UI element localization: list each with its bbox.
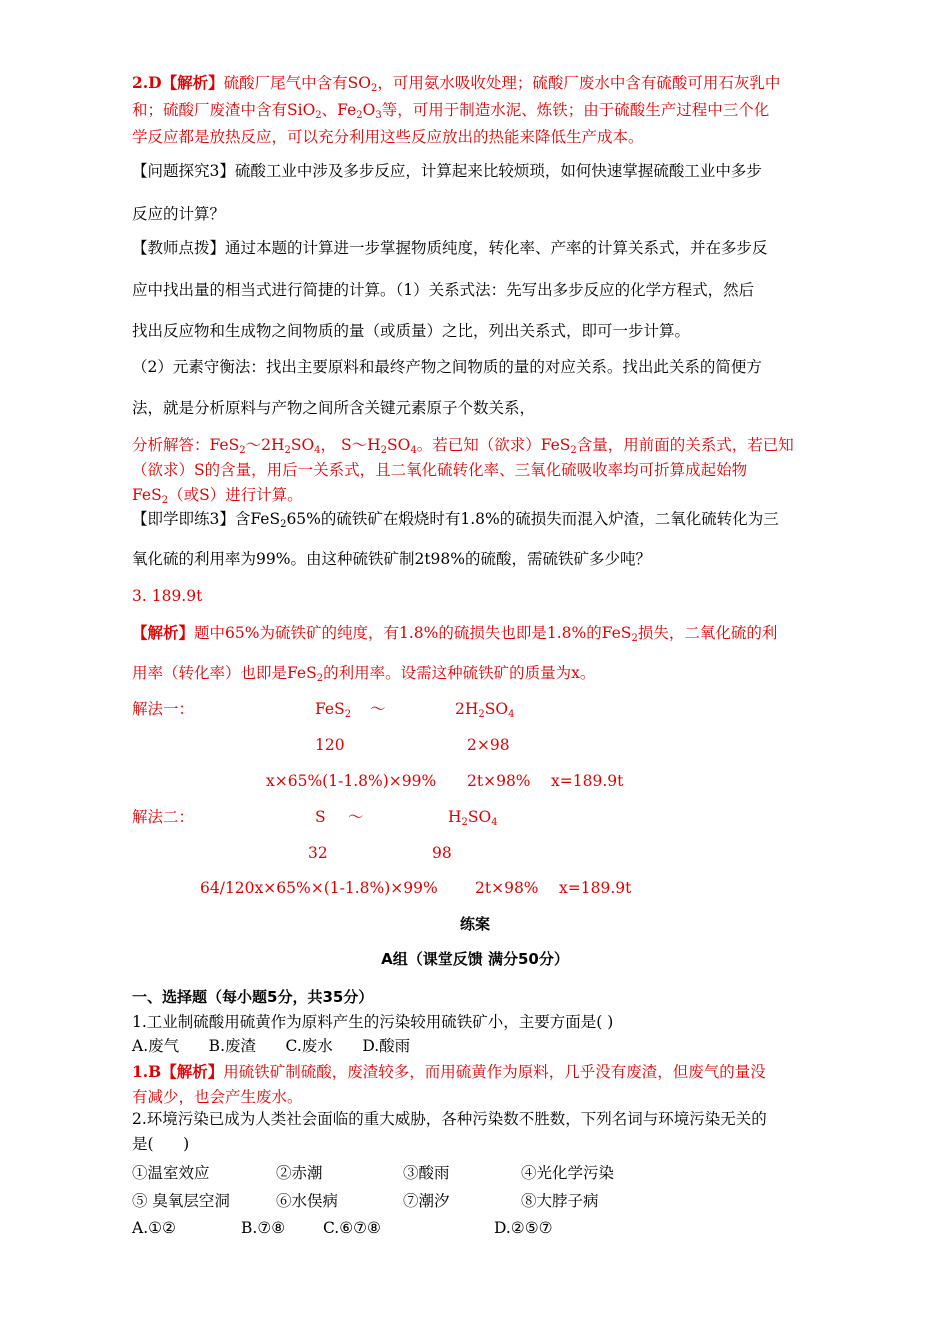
q2-option-a: A.①② xyxy=(132,1219,176,1237)
q2-item-8: ⑧大脖子病 xyxy=(521,1192,599,1210)
method2-quantity-right: 2t×98% xyxy=(475,879,539,897)
q2-answer-label: 2.D【解析】 xyxy=(132,73,224,92)
method2-mass-left: 32 xyxy=(308,844,328,862)
analysis-text: 。若已知（欲求）FeS xyxy=(416,436,571,454)
answer3-line-1 xyxy=(132,622,777,644)
q2-stem-line-2: 是( ) xyxy=(132,1135,190,1153)
q2-answer-line-2 xyxy=(132,99,769,121)
method1-formula-right xyxy=(455,698,514,720)
q2-answer-line-3: 学反应都是放热反应，可以充分利用这些反应放出的热能来降低生产成本。 xyxy=(132,128,644,146)
q2-answer-text: 等，可用于制造水泥、炼铁；由于硫酸生产过程中三个化 xyxy=(381,101,770,119)
method2-mass-right: 98 xyxy=(432,844,452,862)
formula-text: 2H xyxy=(455,700,479,718)
subscript: 2 xyxy=(316,673,324,684)
explore3-line-1: 【问题探究3】硫酸工业中涉及多步反应，计算起来比较烦琐，如何快速掌握硫酸工业中多步 xyxy=(132,162,762,180)
answer3-label: 【解析】 xyxy=(132,623,195,642)
practice3-text: 65%的硫铁矿在煅烧时有1.8%的硫损失而混入炉渣，二氧化硫转化为三 xyxy=(286,510,779,528)
q1-answer-line-2: 有减少，也会产生废水。 xyxy=(132,1088,303,1106)
subscript: 2 xyxy=(478,709,485,720)
q1-answer-text: 用硫铁矿制硫酸，废渣较多，而用硫黄作为原料，几乎没有废渣，但废气的量没 xyxy=(223,1063,766,1081)
practice3-line-2: 氧化硫的利用率为99%。由这种硫铁矿制2t98%的硫酸，需硫铁矿多少吨？ xyxy=(132,550,651,568)
q2-option-b: B.⑦⑧ xyxy=(241,1219,286,1237)
q1-answer-line-1 xyxy=(132,1061,766,1083)
q2-answer-text: 、Fe xyxy=(321,101,357,119)
q2-item-6: ⑥水俣病 xyxy=(276,1192,339,1210)
teacher-line-2: 应中找出量的相当式进行简捷的计算。（1）关系式法：先写出多步反应的化学方程式，然后 xyxy=(132,281,755,299)
q2-answer-text: O xyxy=(362,101,376,119)
answer3-text: 题中65%为硫铁矿的纯度，有1.8%的硫损失也即是1.8%的FeS xyxy=(194,624,632,642)
subscript: 2 xyxy=(370,83,378,94)
teacher-line-3: 找出反应物和生成物之间物质的量（或质量）之比，列出关系式，即可一步计算。 xyxy=(132,322,691,340)
q1-answer-label: 1.B【解析】 xyxy=(132,1062,224,1081)
q2-answer-text: 和；硫酸厂废渣中含有SiO xyxy=(132,101,316,119)
analysis-text: SO xyxy=(387,436,411,454)
practice3-line-1 xyxy=(132,508,779,530)
answer3-line-2 xyxy=(132,662,595,684)
analysis-line-3 xyxy=(132,484,303,506)
q1-stem: 1.工业制硫酸用硫黄作为原料产生的污染较用硫铁矿小，主要方面是( ) xyxy=(132,1013,614,1031)
method1-mass-left: 120 xyxy=(315,736,345,754)
answer3-value: 3. 189.9t xyxy=(132,587,203,605)
q2-option-c: C.⑥⑦⑧ xyxy=(323,1219,381,1237)
subscript: 2 xyxy=(631,633,638,644)
q2-item-1: ①温室效应 xyxy=(132,1164,210,1182)
q1-options: A.废气 B.废渣 C.废水 D.酸雨 xyxy=(132,1037,411,1055)
section1-heading: 一、选择题（每小题5分，共35分） xyxy=(132,988,374,1006)
group-a-heading: A组（课堂反馈 满分50分） xyxy=(381,950,569,968)
analysis-text: FeS xyxy=(132,486,162,504)
teacher-line-5: 法，就是分析原料与产物之间所含关键元素原子个数关系， xyxy=(132,399,536,417)
q2-answer-line-1 xyxy=(132,72,780,94)
q2-item-3: ③酸雨 xyxy=(403,1164,450,1182)
teacher-line-4: （2）元素守衡法：找出主要原料和最终产物之间物质的量的对应关系。找出此关系的简便方 xyxy=(132,358,762,376)
analysis-line-2: （欲求）S的含量，用后一关系式，且二氧化硫转化率、三氧化硫吸收率均可折算成起始物 xyxy=(132,461,748,479)
subscript: 4 xyxy=(491,817,498,828)
teacher-line-1: 【教师点拨】通过本题的计算进一步掌握物质纯度，转化率、产率的计算关系式，并在多步反 xyxy=(132,239,768,257)
q2-item-4: ④光化学污染 xyxy=(521,1164,615,1182)
method2-label: 解法二： xyxy=(132,808,195,826)
formula-text: SO xyxy=(484,700,509,718)
q2-answer-text: 硫酸厂尾气中含有SO xyxy=(223,74,371,92)
subscript: 2 xyxy=(284,445,291,456)
method1-quantity-left: x×65%(1-1.8%)×99% xyxy=(266,772,437,790)
analysis-text: 含量，用前面的关系式，若已知 xyxy=(576,436,794,454)
method2-result: x=189.9t xyxy=(559,879,632,897)
answer3-text: 的利用率。设需这种硫铁矿的质量为x。 xyxy=(323,664,596,682)
method1-quantity-right: 2t×98% xyxy=(467,772,531,790)
formula-text: SO xyxy=(467,808,492,826)
subscript: 3 xyxy=(375,110,382,121)
subscript: 2 xyxy=(239,445,246,456)
subscript: 2 xyxy=(161,495,169,506)
method1-mass-right: 2×98 xyxy=(467,736,510,754)
q2-item-5: ⑤ 臭氧层空洞 xyxy=(132,1192,230,1210)
method1-tilde: ～ xyxy=(370,700,386,718)
subscript: 2 xyxy=(380,445,387,456)
analysis-line-1 xyxy=(132,434,794,456)
subscript: 2 xyxy=(315,110,322,121)
method1-label: 解法一： xyxy=(132,700,195,718)
method1-formula-left xyxy=(315,698,351,720)
analysis-text: ， S～H xyxy=(320,436,381,454)
method2-formula-left: S xyxy=(315,808,326,826)
q2-option-d: D.②⑤⑦ xyxy=(494,1219,553,1237)
method2-quantity-left: 64/120x×65%×(1-1.8%)×99% xyxy=(200,879,438,897)
method1-result: x=189.9t xyxy=(551,772,624,790)
subscript: 2 xyxy=(461,817,468,828)
explore3-line-2: 反应的计算？ xyxy=(132,205,226,223)
answer3-text: 用率（转化率）也即是FeS xyxy=(132,664,317,682)
analysis-text: （或S）进行计算。 xyxy=(168,486,303,504)
q2-stem-line-1: 2.环境污染已成为人类社会面临的重大威胁，各种污染数不胜数，下列名词与环境污染无关的 xyxy=(132,1110,767,1128)
q2-item-2: ②赤潮 xyxy=(276,1164,323,1182)
practice3-text: 【即学即练3】含FeS xyxy=(132,510,281,528)
answer3-text: 损失，二氧化硫的利 xyxy=(637,624,778,642)
subscript: 2 xyxy=(280,519,287,530)
formula-text: H xyxy=(448,808,462,826)
analysis-text: 分析解答：FeS xyxy=(132,436,240,454)
subscript: 4 xyxy=(410,445,417,456)
subscript: 2 xyxy=(344,709,352,720)
subscript: 2 xyxy=(570,445,577,456)
subscript: 4 xyxy=(508,709,515,720)
q2-answer-text: ，可用氨水吸收处理；硫酸厂废水中含有硫酸可用石灰乳中 xyxy=(377,74,781,92)
method2-tilde: ～ xyxy=(348,808,364,826)
analysis-text: ～2H xyxy=(245,436,285,454)
lian-an-heading: 练案 xyxy=(459,915,490,933)
method2-formula-right xyxy=(448,806,498,828)
subscript: 4 xyxy=(314,445,321,456)
subscript: 2 xyxy=(356,110,363,121)
analysis-text: SO xyxy=(290,436,315,454)
q2-item-7: ⑦潮汐 xyxy=(403,1192,450,1210)
formula-text: FeS xyxy=(315,700,345,718)
